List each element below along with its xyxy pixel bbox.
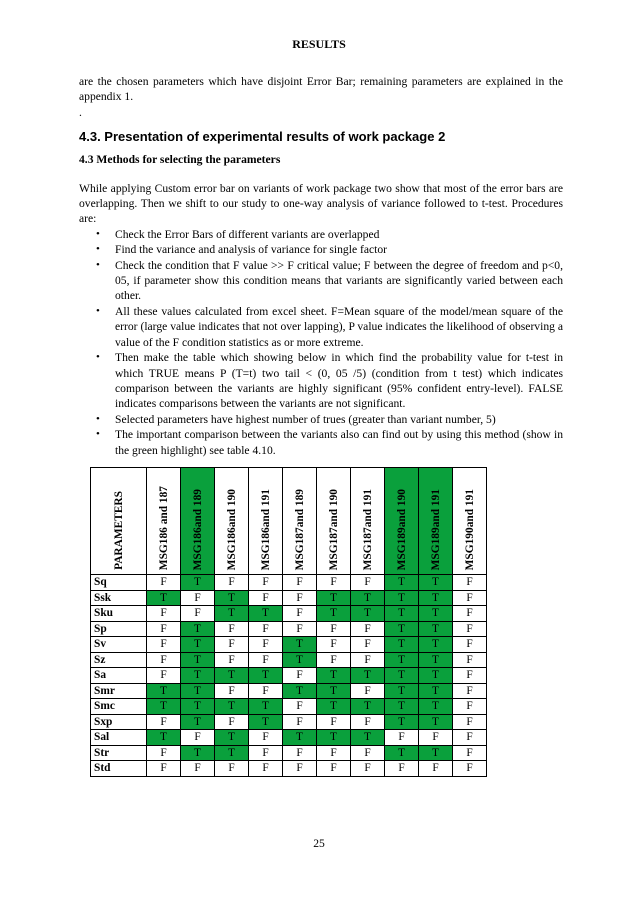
intro-dot: . bbox=[79, 105, 82, 119]
table-cell: F bbox=[283, 606, 317, 622]
page-content bbox=[79, 74, 563, 458]
table-cell: F bbox=[147, 621, 181, 637]
table-cell: T bbox=[419, 683, 453, 699]
table-cell: F bbox=[283, 590, 317, 606]
table-cell: F bbox=[453, 761, 487, 777]
table-cell: F bbox=[317, 575, 351, 591]
table-cell: F bbox=[453, 606, 487, 622]
table-row bbox=[91, 683, 487, 699]
table-cell: F bbox=[249, 683, 283, 699]
table-cell: F bbox=[249, 575, 283, 591]
parameter-name: Ssk bbox=[91, 590, 147, 606]
column-header-label: MSG186 and 187 bbox=[157, 485, 170, 570]
column-header-label: MSG190and 191 bbox=[463, 488, 476, 570]
table-cell: T bbox=[385, 714, 419, 730]
table-cell: F bbox=[215, 621, 249, 637]
table-cell: F bbox=[351, 637, 385, 653]
parameter-name: Smr bbox=[91, 683, 147, 699]
column-header bbox=[419, 468, 453, 575]
table-cell: T bbox=[385, 652, 419, 668]
column-header-label: MSG187and 189 bbox=[293, 488, 306, 570]
table-cell: F bbox=[453, 652, 487, 668]
table-cell: F bbox=[283, 699, 317, 715]
table-cell: F bbox=[453, 590, 487, 606]
table-cell: T bbox=[351, 699, 385, 715]
table-cell: F bbox=[351, 761, 385, 777]
procedure-item bbox=[79, 427, 563, 458]
column-header-label: MSG186and 191 bbox=[259, 488, 272, 570]
table-cell: F bbox=[249, 761, 283, 777]
table-row bbox=[91, 575, 487, 591]
table-cell: F bbox=[453, 714, 487, 730]
procedure-item bbox=[79, 412, 563, 427]
procedure-text: All these values calculated from excel sheet. F=Mean square of the model/mean square of the error (large value indicates that not over lapping), P value indicates the likelihood of observing a value of the F condition statistics as or more extreme. bbox=[115, 304, 563, 349]
table-cell: F bbox=[215, 637, 249, 653]
column-header bbox=[147, 468, 181, 575]
table-cell: T bbox=[385, 683, 419, 699]
table-cell: T bbox=[283, 652, 317, 668]
table-cell: T bbox=[385, 621, 419, 637]
table-cell: F bbox=[215, 575, 249, 591]
bullet-icon: • bbox=[96, 351, 100, 364]
table-cell: T bbox=[317, 668, 351, 684]
table-cell: T bbox=[419, 575, 453, 591]
parameter-name: Str bbox=[91, 745, 147, 761]
column-header-label: MSG189and 191 bbox=[429, 488, 442, 570]
subsection-title: 4.3 Methods for selecting the parameters bbox=[79, 153, 281, 167]
table-cell: T bbox=[181, 668, 215, 684]
table-cell: F bbox=[215, 714, 249, 730]
table-cell: T bbox=[283, 637, 317, 653]
table-cell: T bbox=[249, 714, 283, 730]
column-header bbox=[317, 468, 351, 575]
table-cell: F bbox=[351, 683, 385, 699]
table-cell: F bbox=[249, 621, 283, 637]
table-header-row bbox=[91, 468, 487, 575]
table-row bbox=[91, 621, 487, 637]
table-cell: T bbox=[181, 621, 215, 637]
parameter-name: Sa bbox=[91, 668, 147, 684]
table-cell: F bbox=[317, 714, 351, 730]
table-cell: T bbox=[181, 745, 215, 761]
table-cell: F bbox=[147, 761, 181, 777]
table-cell: F bbox=[283, 621, 317, 637]
table-cell: F bbox=[317, 761, 351, 777]
table-cell: T bbox=[419, 621, 453, 637]
table-cell: T bbox=[317, 590, 351, 606]
procedure-item bbox=[79, 304, 563, 350]
table-cell: T bbox=[385, 699, 419, 715]
column-header-label: MSG186and 190 bbox=[225, 488, 238, 570]
table-cell: T bbox=[385, 668, 419, 684]
table-cell: F bbox=[351, 621, 385, 637]
table-cell: T bbox=[419, 590, 453, 606]
column-header-label: MSG189and 190 bbox=[395, 488, 408, 570]
table-row bbox=[91, 652, 487, 668]
table-cell: T bbox=[351, 606, 385, 622]
table-cell: T bbox=[419, 699, 453, 715]
table-cell: F bbox=[453, 730, 487, 746]
column-header-label: MSG187and 191 bbox=[361, 488, 374, 570]
table-cell: T bbox=[181, 652, 215, 668]
procedure-text: Find the variance and analysis of variance for single factor bbox=[115, 243, 388, 257]
table-row bbox=[91, 761, 487, 777]
procedure-list bbox=[79, 227, 563, 458]
bullet-icon: • bbox=[96, 428, 100, 441]
table-cell: F bbox=[385, 761, 419, 777]
table-cell: F bbox=[249, 652, 283, 668]
table-cell: F bbox=[283, 575, 317, 591]
table-cell: T bbox=[181, 637, 215, 653]
table-cell: F bbox=[181, 590, 215, 606]
table-cell: T bbox=[317, 683, 351, 699]
table-cell: F bbox=[147, 714, 181, 730]
table-cell: F bbox=[453, 683, 487, 699]
table-cell: F bbox=[215, 652, 249, 668]
table-cell: T bbox=[317, 730, 351, 746]
column-header bbox=[215, 468, 249, 575]
table-cell: F bbox=[181, 730, 215, 746]
table-cell: T bbox=[215, 606, 249, 622]
table-row bbox=[91, 606, 487, 622]
table-cell: F bbox=[453, 699, 487, 715]
table-cell: F bbox=[147, 606, 181, 622]
table-cell: T bbox=[385, 575, 419, 591]
table-cell: F bbox=[249, 730, 283, 746]
table-row bbox=[91, 590, 487, 606]
table-cell: F bbox=[317, 652, 351, 668]
table-cell: F bbox=[283, 745, 317, 761]
table-cell: F bbox=[215, 761, 249, 777]
table-cell: T bbox=[181, 714, 215, 730]
column-header bbox=[181, 468, 215, 575]
procedure-item bbox=[79, 227, 563, 242]
table-cell: F bbox=[453, 745, 487, 761]
table-cell: F bbox=[249, 745, 283, 761]
table-cell: F bbox=[283, 714, 317, 730]
table-cell: T bbox=[419, 652, 453, 668]
table-cell: F bbox=[249, 637, 283, 653]
procedure-item bbox=[79, 242, 563, 257]
table-cell: F bbox=[385, 730, 419, 746]
table-cell: T bbox=[249, 699, 283, 715]
table-cell: F bbox=[419, 761, 453, 777]
table-cell: F bbox=[351, 652, 385, 668]
procedure-text: The important comparison between the variants also can find out by using this method (show in the green highlight) see table 4.10. bbox=[115, 428, 563, 457]
table-cell: T bbox=[147, 730, 181, 746]
table-cell: T bbox=[419, 637, 453, 653]
table-cell: T bbox=[283, 730, 317, 746]
table-cell: T bbox=[215, 745, 249, 761]
table-cell: T bbox=[317, 606, 351, 622]
table-row bbox=[91, 699, 487, 715]
table-cell: F bbox=[147, 668, 181, 684]
table-cell: F bbox=[147, 575, 181, 591]
table-cell: F bbox=[181, 606, 215, 622]
table-cell: F bbox=[249, 590, 283, 606]
table-cell: F bbox=[147, 652, 181, 668]
column-header bbox=[351, 468, 385, 575]
parameters-header: PARAMETERS bbox=[91, 468, 147, 575]
parameter-name: Sku bbox=[91, 606, 147, 622]
table-cell: T bbox=[181, 683, 215, 699]
table-cell: T bbox=[419, 668, 453, 684]
column-header-label: MSG187and 190 bbox=[327, 488, 340, 570]
table-cell: T bbox=[283, 683, 317, 699]
procedure-text: Check the condition that F value >> F critical value; F between the degree of freedom and p<0, 05, if parameter show this condition means that variants are significantly varied between each other. bbox=[115, 258, 563, 303]
bullet-icon: • bbox=[96, 304, 100, 317]
parameter-name: Sal bbox=[91, 730, 147, 746]
table-cell: F bbox=[419, 730, 453, 746]
table-cell: F bbox=[283, 668, 317, 684]
table-cell: F bbox=[351, 745, 385, 761]
parameter-name: Sxp bbox=[91, 714, 147, 730]
procedure-text: Selected parameters have highest number of trues (greater than variant number, 5) bbox=[115, 412, 496, 426]
table-cell: F bbox=[283, 761, 317, 777]
parameter-name: Sv bbox=[91, 637, 147, 653]
column-header-label: MSG186and 189 bbox=[191, 488, 204, 570]
bullet-icon: • bbox=[96, 412, 100, 425]
table-row bbox=[91, 637, 487, 653]
table-cell: F bbox=[453, 621, 487, 637]
table-cell: T bbox=[419, 745, 453, 761]
body-paragraph: While applying Custom error bar on variants of work package two show that most of the error bars are overlapping. Then we shift to our study to one-way analysis of variance followed to t-test. Procedures are: bbox=[79, 181, 563, 226]
table-body bbox=[91, 575, 487, 777]
table-cell: T bbox=[147, 590, 181, 606]
page-header: RESULTS bbox=[292, 37, 346, 51]
parameter-name: Smc bbox=[91, 699, 147, 715]
table-cell: T bbox=[351, 590, 385, 606]
parameter-name: Sp bbox=[91, 621, 147, 637]
bullet-icon: • bbox=[96, 243, 100, 256]
table-cell: F bbox=[317, 637, 351, 653]
column-header bbox=[453, 468, 487, 575]
table-cell: T bbox=[215, 699, 249, 715]
table-cell: T bbox=[249, 668, 283, 684]
table-cell: T bbox=[351, 668, 385, 684]
table-cell: F bbox=[453, 637, 487, 653]
page-number: 25 bbox=[313, 837, 325, 850]
column-header bbox=[249, 468, 283, 575]
table-cell: T bbox=[215, 730, 249, 746]
procedure-text: Then make the table which showing below in which find the probability value for t-test in which TRUE means P (T=t) two tail < (0, 05 /5) (condition from t test) which indicates comparison between the variants are highly significant (95% confident entry-level). FALSE indicates comparisons between the variants are not significant. bbox=[115, 351, 563, 411]
table-cell: T bbox=[385, 606, 419, 622]
table-cell: T bbox=[419, 714, 453, 730]
bullet-icon: • bbox=[96, 258, 100, 271]
table-cell: T bbox=[351, 730, 385, 746]
table-row bbox=[91, 668, 487, 684]
table-cell: F bbox=[351, 575, 385, 591]
table-cell: F bbox=[147, 637, 181, 653]
parameter-name: Sz bbox=[91, 652, 147, 668]
table-cell: F bbox=[147, 745, 181, 761]
table-cell: F bbox=[215, 683, 249, 699]
table-cell: T bbox=[147, 699, 181, 715]
table-cell: T bbox=[147, 683, 181, 699]
table-cell: F bbox=[351, 714, 385, 730]
table-row bbox=[91, 745, 487, 761]
table-cell: T bbox=[181, 699, 215, 715]
table-cell: T bbox=[385, 637, 419, 653]
table-cell: T bbox=[249, 606, 283, 622]
procedure-item bbox=[79, 258, 563, 304]
parameter-name: Std bbox=[91, 761, 147, 777]
table-cell: F bbox=[453, 575, 487, 591]
table-cell: F bbox=[317, 621, 351, 637]
table-cell: F bbox=[181, 761, 215, 777]
procedure-item bbox=[79, 350, 563, 412]
table-cell: T bbox=[385, 590, 419, 606]
section-title: 4.3. Presentation of experimental results of work package 2 bbox=[79, 128, 446, 144]
column-header bbox=[283, 468, 317, 575]
table-cell: T bbox=[181, 575, 215, 591]
results-table bbox=[90, 467, 487, 777]
table-row bbox=[91, 730, 487, 746]
table-cell: T bbox=[317, 699, 351, 715]
table-cell: T bbox=[215, 668, 249, 684]
column-header bbox=[385, 468, 419, 575]
table-cell: T bbox=[385, 745, 419, 761]
table-row bbox=[91, 714, 487, 730]
procedure-text: Check the Error Bars of different variants are overlapped bbox=[115, 227, 380, 241]
table-cell: F bbox=[453, 668, 487, 684]
intro-paragraph: are the chosen parameters which have disjoint Error Bar; remaining parameters are explained in the appendix 1. bbox=[79, 75, 563, 104]
parameter-name: Sq bbox=[91, 575, 147, 591]
bullet-icon: • bbox=[96, 227, 100, 240]
table-cell: T bbox=[215, 590, 249, 606]
table-cell: T bbox=[419, 606, 453, 622]
table-cell: F bbox=[317, 745, 351, 761]
